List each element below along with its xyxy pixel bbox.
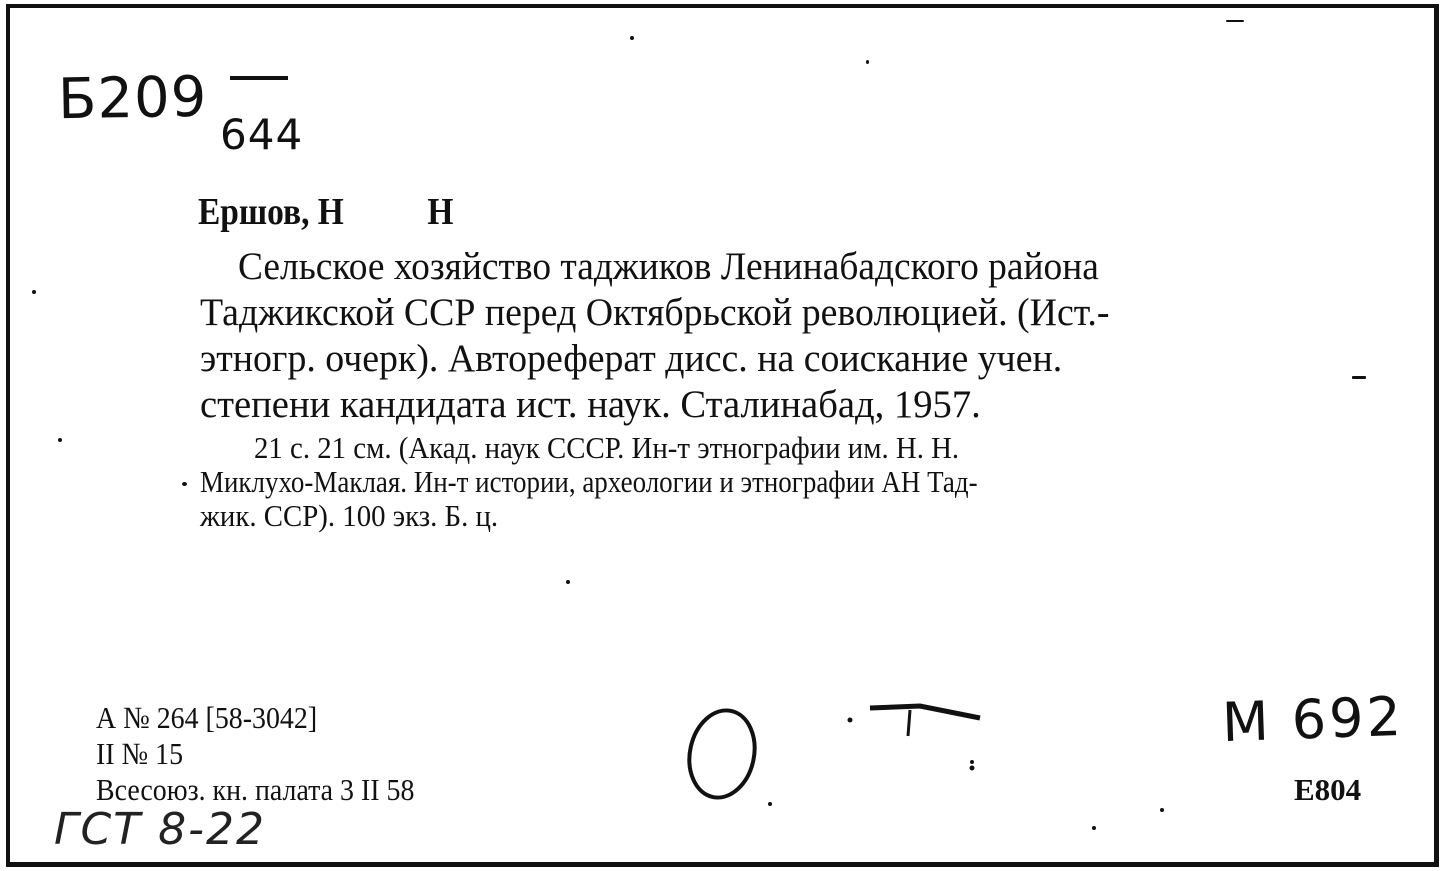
imprint-chamber: Всесоюз. кн. палата 3 II 58	[96, 772, 415, 807]
imprint-series-number: II № 15	[96, 736, 184, 771]
title-line-1: Сельское хозяйство таджиков Ленинабадского района	[238, 245, 1099, 288]
shelfmark-sub: 644	[220, 110, 304, 159]
imprint-accession: А № 264 [58-3042]	[96, 700, 318, 735]
speck	[182, 482, 187, 486]
speck	[1352, 376, 1366, 379]
title-line-3: этногр. очерк). Автореферат дисс. на соискание учен.	[200, 337, 1063, 380]
speck	[1160, 808, 1164, 812]
shelfmark-main: Б209	[57, 64, 208, 133]
speck	[630, 36, 634, 40]
shelfmark-fraction-bar	[230, 76, 288, 80]
description-line-3: жик. ССР). 100 экз. Б. ц.	[200, 498, 499, 533]
title-line-4: степени кандидата ист. наук. Сталинабад, 1957.	[200, 383, 981, 426]
speck	[566, 580, 570, 584]
catalog-card	[6, 4, 1439, 867]
description-line-1: 21 с. 21 см. (Акад. наук СССР. Ин-т этнографии им. Н. Н.	[254, 430, 960, 465]
speck	[1226, 20, 1244, 22]
right-printed-code: Е804	[1294, 772, 1362, 807]
speck	[58, 438, 62, 442]
speck	[32, 290, 36, 294]
right-handwritten-code: М 692	[1220, 684, 1405, 755]
speck	[866, 60, 869, 64]
bottom-left-handwritten-code: ГСТ 8-22	[54, 804, 266, 855]
title-line-2: Таджикской ССР перед Октябрьской революцией. (Ист.-	[200, 291, 1110, 334]
speck	[1092, 826, 1096, 830]
author-heading: Ершов, Н Н	[198, 191, 454, 233]
description-line-2: Миклухо-Маклая. Ин-т истории, археологии и этнографии АН Тад-	[200, 464, 978, 499]
speck	[970, 760, 974, 764]
ink-mark	[680, 696, 1000, 826]
